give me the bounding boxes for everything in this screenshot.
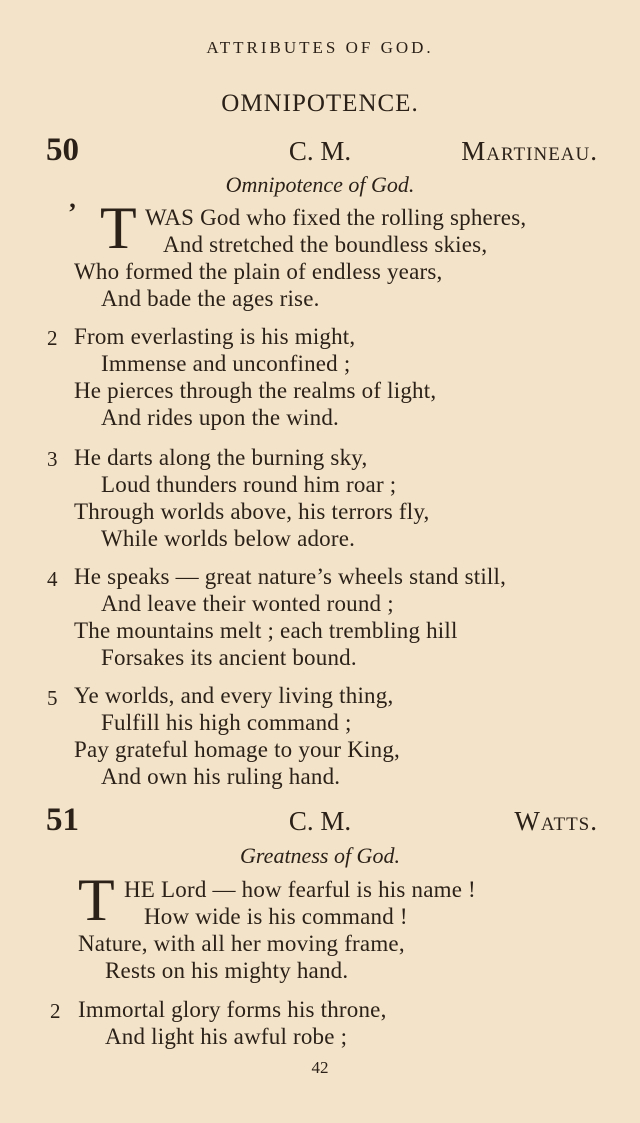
hymn-subtitle: Greatness of God. xyxy=(240,843,400,868)
verse-line: Forsakes its ancient bound. xyxy=(101,645,357,670)
hymn-author: Watts. xyxy=(514,806,598,836)
verse-line: He pierces through the realms of light, xyxy=(74,378,437,403)
verse-line: Immense and unconfined ; xyxy=(101,351,351,376)
verse-line: And own his ruling hand. xyxy=(101,764,341,789)
stanza-number: 2 xyxy=(50,999,61,1023)
hymn-meter: C. M. xyxy=(288,806,352,836)
verse-line: HE Lord — how fearful is his name ! xyxy=(124,877,476,902)
running-head: ATTRIBUTES OF GOD. xyxy=(206,38,434,57)
verse-line: He darts along the burning sky, xyxy=(74,445,368,470)
verse-line: Nature, with all her moving frame, xyxy=(78,931,405,956)
verse-line: And bade the ages rise. xyxy=(101,286,320,311)
hymn-author: Martineau. xyxy=(461,136,598,166)
verse-line: And rides upon the wind. xyxy=(101,405,339,430)
verse-line: And leave their wonted round ; xyxy=(101,591,394,616)
verse-line: From everlasting is his might, xyxy=(74,324,356,349)
section-title: OMNIPOTENCE. xyxy=(221,90,419,117)
verse-line: Pay grateful homage to your King, xyxy=(74,737,400,762)
verse-line: Who formed the plain of endless years, xyxy=(74,259,443,284)
verse-line: How wide is his command ! xyxy=(144,904,408,929)
stanza-number: 4 xyxy=(47,567,58,591)
stanza-number: 5 xyxy=(47,686,58,710)
dropcap-letter: T xyxy=(100,195,137,261)
hymn-51-header xyxy=(0,802,640,842)
verse-line: And light his awful robe ; xyxy=(105,1024,348,1049)
verse-line: He speaks — great nature’s wheels stand still, xyxy=(74,564,507,589)
verse-line: Immortal glory forms his throne, xyxy=(78,997,387,1022)
verse-line: And stretched the boundless skies, xyxy=(163,232,488,257)
verse-line: The mountains melt ; each trembling hill xyxy=(74,618,458,643)
page-number: 42 xyxy=(311,1058,329,1077)
dropcap-letter: T xyxy=(78,867,115,933)
hymn-number: 50 xyxy=(46,132,79,168)
verse-line: Loud thunders round him roar ; xyxy=(101,472,397,497)
verse-line: Rests on his mighty hand. xyxy=(105,958,349,983)
stanza-number: 2 xyxy=(47,326,58,350)
hymn-meter: C. M. xyxy=(288,136,352,166)
verse-line: WAS God who fixed the rolling spheres, xyxy=(145,205,527,230)
dropcap-apostrophe: ’ xyxy=(68,198,77,227)
hymn-50-header xyxy=(0,132,640,172)
verse-line: Fulfill his high command ; xyxy=(101,710,352,735)
verse-line: While worlds below adore. xyxy=(101,526,356,551)
verse-line: Ye worlds, and every living thing, xyxy=(74,683,394,708)
verse-line: Through worlds above, his terrors fly, xyxy=(74,499,430,524)
hymn-number: 51 xyxy=(46,802,79,838)
hymn-subtitle: Omnipotence of God. xyxy=(225,172,415,197)
stanza-number: 3 xyxy=(47,447,58,471)
